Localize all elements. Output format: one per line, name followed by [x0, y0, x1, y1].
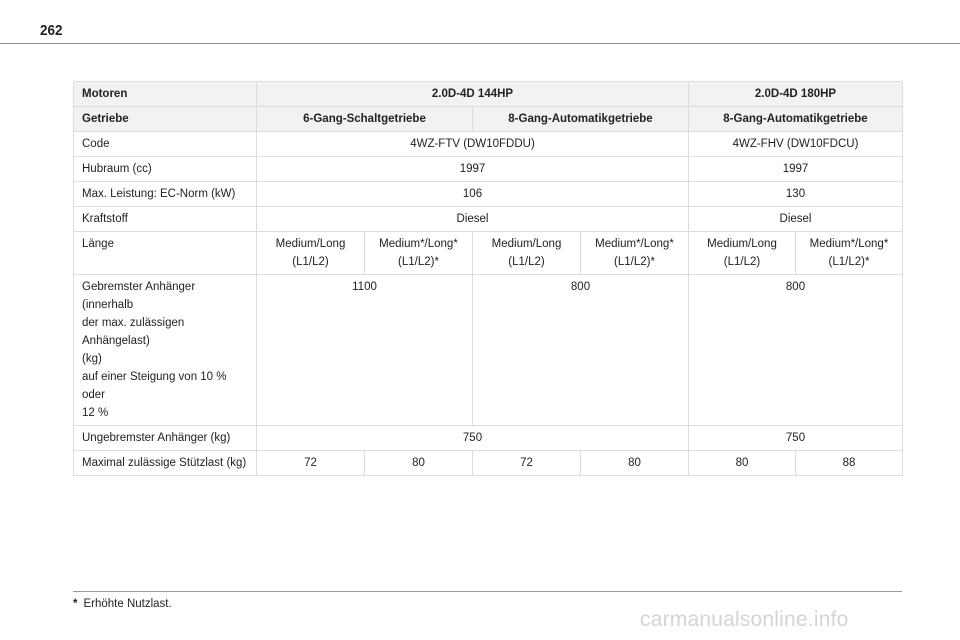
table-cell: [365, 232, 473, 275]
footnote-marker: *: [73, 598, 78, 610]
table-row: [74, 275, 903, 426]
table-cell: 750: [257, 426, 689, 451]
row-label: Getriebe: [74, 107, 257, 132]
table-row: [74, 232, 903, 275]
table-cell: 80: [689, 451, 796, 476]
header-divider: [0, 43, 960, 44]
table-cell-line: (L1/L2)*: [614, 256, 655, 268]
table-cell: 6-Gang-Schaltgetriebe: [257, 107, 473, 132]
row-label: Länge: [74, 232, 257, 275]
table-cell: 106: [257, 182, 689, 207]
table-cell: [796, 232, 903, 275]
row-label: Motoren: [74, 82, 257, 107]
table-row: [74, 207, 903, 232]
table-cell-line: (L1/L2): [508, 256, 545, 268]
table-cell-line: (L1/L2): [292, 256, 329, 268]
table-cell: 80: [365, 451, 473, 476]
table-cell: 1997: [257, 157, 689, 182]
page-number: 262: [40, 22, 63, 39]
table-cell: Diesel: [689, 207, 903, 232]
table-cell: 2.0D-4D 144HP: [257, 82, 689, 107]
watermark: carmanualsonline.info: [640, 608, 849, 631]
table-cell: Diesel: [257, 207, 689, 232]
footer-divider: [73, 591, 902, 592]
table-cell: 2.0D-4D 180HP: [689, 82, 903, 107]
table-cell: 72: [257, 451, 365, 476]
table-cell: 750: [689, 426, 903, 451]
table-row: [74, 132, 903, 157]
table-cell: 88: [796, 451, 903, 476]
footnote: [73, 598, 172, 610]
table-cell: 80: [581, 451, 689, 476]
row-label: Maximal zulässige Stützlast (kg): [74, 451, 257, 476]
table-cell-line: (L1/L2)*: [828, 256, 870, 268]
table-cell-line: Medium*/Long*: [809, 238, 889, 250]
table-cell-line: Medium/Long: [491, 238, 562, 250]
table-cell-line: (L1/L2)*: [398, 256, 439, 268]
table-row: [74, 107, 903, 132]
table-row: [74, 82, 903, 107]
row-label: Max. Leistung: EC-Norm (kW): [74, 182, 257, 207]
table-cell: 1100: [257, 275, 473, 426]
table-cell: 72: [473, 451, 581, 476]
table-cell: 130: [689, 182, 903, 207]
table-cell-line: Medium/Long: [707, 238, 777, 250]
table-cell: [581, 232, 689, 275]
row-label-line: auf einer Steigung von 10 % oder: [82, 371, 227, 401]
table-row: [74, 157, 903, 182]
table-cell: 1997: [689, 157, 903, 182]
table-row: [74, 451, 903, 476]
row-label-line: der max. zulässigen Anhängelast): [82, 317, 185, 347]
specifications-table: [73, 81, 903, 476]
row-label: Hubraum (cc): [74, 157, 257, 182]
table-row: [74, 182, 903, 207]
row-label: Kraftstoff: [74, 207, 257, 232]
table-cell: 4WZ-FTV (DW10FDDU): [257, 132, 689, 157]
table-cell-line: Medium/Long: [275, 238, 346, 250]
table-cell-line: Medium*/Long*: [595, 238, 674, 250]
table-cell: [689, 232, 796, 275]
footnote-text: Erhöhte Nutzlast.: [83, 598, 172, 610]
row-label-line: 12 %: [82, 407, 109, 419]
table-cell: 800: [473, 275, 689, 426]
table-cell: [257, 232, 365, 275]
row-label-line: Gebremster Anhänger (innerhalb: [82, 281, 196, 311]
table-cell-line: (L1/L2): [723, 256, 761, 268]
row-label-line: (kg): [82, 353, 102, 365]
table-cell: 8-Gang-Automatikgetriebe: [473, 107, 689, 132]
table-cell: 8-Gang-Automatikgetriebe: [689, 107, 903, 132]
table-cell: [473, 232, 581, 275]
row-label: Ungebremster Anhänger (kg): [74, 426, 257, 451]
table-cell-line: Medium*/Long*: [379, 238, 458, 250]
row-label: Code: [74, 132, 257, 157]
row-label: [74, 275, 257, 426]
table-cell: 4WZ-FHV (DW10FDCU): [689, 132, 903, 157]
table-cell: 800: [689, 275, 903, 426]
table-row: [74, 426, 903, 451]
